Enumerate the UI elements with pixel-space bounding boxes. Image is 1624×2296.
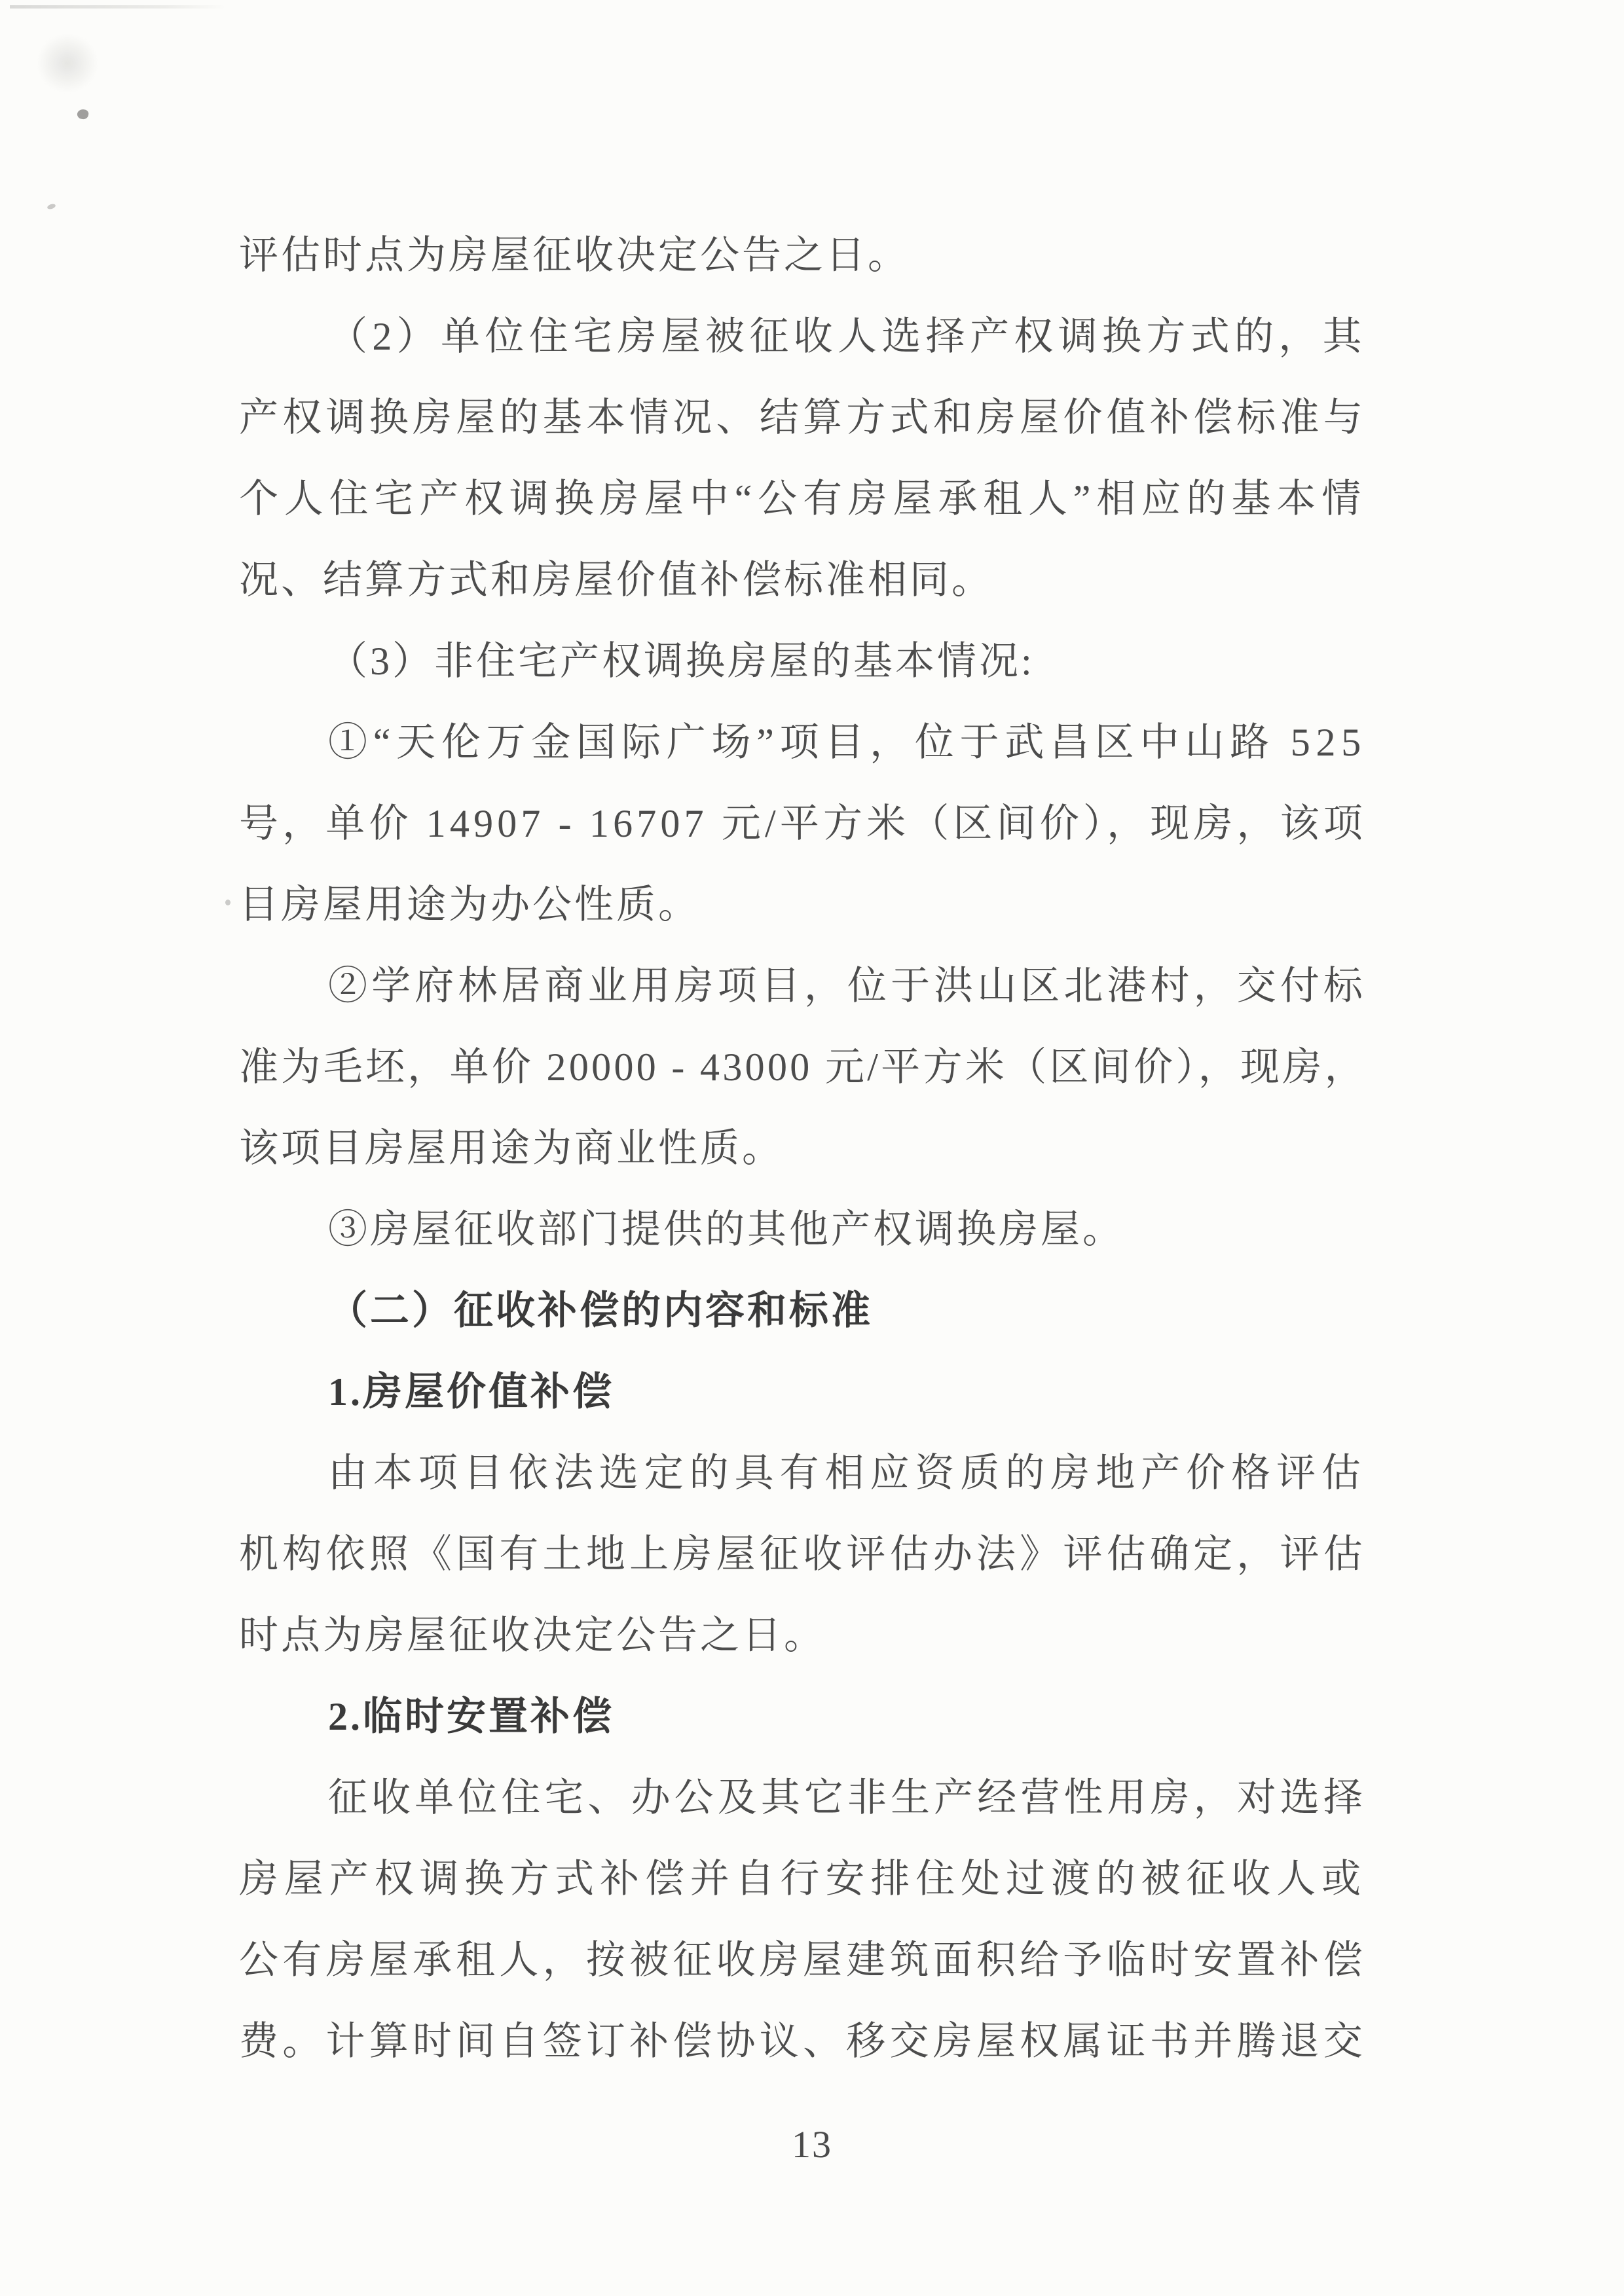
- document-line: ①“天伦万金国际广场”项目，位于武昌区中山路 525: [328, 721, 1367, 764]
- document-line: （2）单位住宅房屋被征收人选择产权调换方式的，其: [328, 315, 1367, 358]
- document-line: ③房屋征收部门提供的其他产权调换房屋。: [328, 1208, 1124, 1251]
- document-line: 2.临时安置补偿: [328, 1695, 614, 1738]
- scan-speck-artifact: [225, 900, 231, 905]
- document-line: 机构依照《国有土地上房屋征收评估办法》评估确定，评估: [239, 1533, 1367, 1576]
- document-line: 产权调换房屋的基本情况、结算方式和房屋价值补偿标准与: [239, 396, 1367, 439]
- scan-ink-dot-artifact: [77, 108, 90, 120]
- page-number: 13: [792, 2123, 832, 2166]
- document-line: 个人住宅产权调换房屋中“公有房屋承租人”相应的基本情: [239, 477, 1367, 520]
- document-line: 况、结算方式和房屋价值补偿标准相同。: [239, 558, 993, 602]
- document-line: 由本项目依法选定的具有相应资质的房地产价格评估: [328, 1451, 1367, 1495]
- document-line: （3）非住宅产权调换房屋的基本情况:: [328, 640, 1035, 683]
- document-line: 该项目房屋用途为商业性质。: [239, 1127, 784, 1170]
- document-line: 号，单价 14907 - 16707 元/平方米（区间价），现房，该项: [239, 802, 1367, 845]
- document-line: 1.房屋价值补偿: [328, 1370, 614, 1413]
- document-line: 公有房屋承租人，按被征收房屋建筑面积给予临时安置补偿: [239, 1939, 1367, 1982]
- document-line: 评估时点为房屋征收决定公告之日。: [239, 234, 910, 277]
- scan-streak-artifact: [10, 5, 226, 9]
- document-line: 时点为房屋征收决定公告之日。: [239, 1614, 826, 1657]
- document-line: 房屋产权调换方式补偿并自行安排住处过渡的被征收人或: [239, 1857, 1367, 1901]
- document-line: 准为毛坯，单价 20000 - 43000 元/平方米（区间价），现房，: [239, 1046, 1367, 1089]
- scan-tick-artifact: [46, 203, 56, 210]
- document-line: 目房屋用途为办公性质。: [239, 883, 700, 926]
- document-body: [239, 215, 1367, 2082]
- document-line: 征收单位住宅、办公及其它非生产经营性用房，对选择: [328, 1776, 1367, 1819]
- scan-smudge-artifact: [25, 22, 110, 104]
- document-line: ②学府林居商业用房项目，位于洪山区北港村，交付标: [328, 964, 1367, 1008]
- document-line: （二）征收补偿的内容和标准: [328, 1289, 873, 1332]
- document-line: 费。计算时间自签订补偿协议、移交房屋权属证书并腾退交: [239, 2020, 1367, 2063]
